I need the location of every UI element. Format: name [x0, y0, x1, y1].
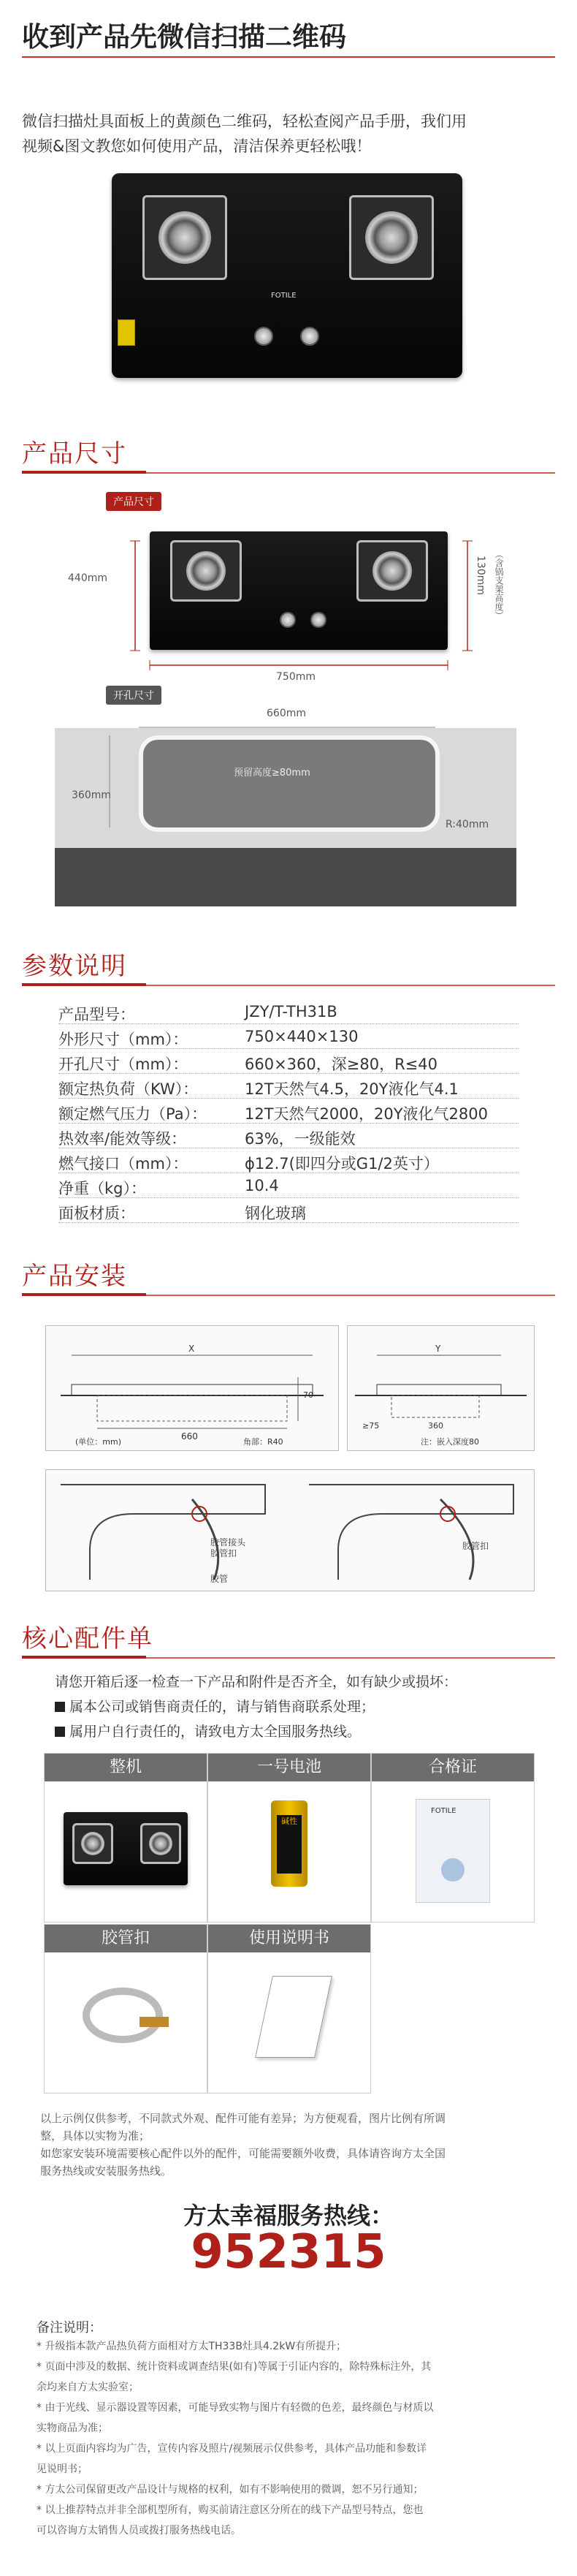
part-card-battery	[207, 1753, 371, 1922]
part-name: 合格证	[372, 1754, 534, 1781]
param-value: 钢化玻璃	[245, 1205, 306, 1222]
parts-section-title: 核心配件单	[22, 1624, 153, 1653]
d1-r-label: 角部：R40	[243, 1437, 283, 1447]
install-pipe-drawing	[46, 1470, 534, 1591]
install-diagram-front	[45, 1325, 339, 1451]
install-side-drawing	[348, 1326, 534, 1450]
remark-line: * 方太公司保留更改产品设计与规格的权利，如有不影响使用的微调，恕不另行通知；	[37, 2484, 424, 2496]
remark-line: 余均来自方太实验室；	[37, 2382, 139, 2393]
parts-intro: 请您开箱后逐一检查一下产品和附件是否齐全，如有缺少或损坏：	[55, 1674, 458, 1690]
p1-label3: 胶管	[210, 1574, 229, 1584]
remark-line: * 以上推荐特点并非全部机型所有，购买前请注意区分所在的线下产品型号特点，您也	[37, 2504, 424, 2516]
d1-x-label: X	[188, 1344, 195, 1354]
parts-bullet-1-text: 属本公司或销售商责任的，请与销售商联系处理；	[69, 1699, 375, 1715]
param-value: 660×360，深≥80，R≤40	[245, 1056, 437, 1073]
bullet-square-icon	[55, 1727, 65, 1737]
param-key: 额定热负荷（KW）：	[58, 1080, 199, 1098]
d1-70-label: 70	[303, 1390, 313, 1400]
part-name: 使用说明书	[208, 1925, 370, 1952]
part-card-cert	[371, 1753, 535, 1922]
d2-75-label: ≥75	[362, 1421, 380, 1431]
manual-image	[255, 1976, 332, 2058]
qr-code-sticker	[118, 319, 135, 346]
param-row	[58, 1101, 519, 1124]
params-section-line	[22, 985, 555, 986]
param-row	[58, 1001, 519, 1024]
left-knob	[254, 327, 273, 346]
params-section-title: 参数说明	[22, 952, 127, 981]
qr-title: 收到产品先微信扫描二维码	[22, 21, 346, 53]
cert-image	[416, 1799, 490, 1903]
remark-line: * 由于光线、显示器设置等因素，可能导致实物与图片有轻微的色差，最终颜色与材质以	[37, 2402, 434, 2414]
part-card-manual	[207, 1924, 371, 2094]
part-name: 一号电池	[208, 1754, 370, 1781]
left-burner	[142, 195, 227, 280]
parts-bullet-1	[55, 1696, 375, 1716]
depth-note: （含锅支架高度）	[494, 550, 504, 620]
qr-hob-image	[112, 173, 462, 378]
size-section-title: 产品尺寸	[22, 439, 127, 469]
cut-depth-note: 预留高度≥80mm	[234, 768, 310, 779]
right-burner	[349, 195, 434, 280]
clamp-image	[83, 1988, 163, 2043]
parts-note-3: 如您家安装环境需要核心配件以外的配件，可能需要额外收费，具体请咨询方太全国	[40, 2147, 446, 2160]
param-value: 12T天然气4.5，20Y液化气4.1	[245, 1080, 459, 1098]
param-value: 12T天然气2000，20Y液化气2800	[245, 1105, 488, 1123]
param-key: 面板材质：	[58, 1205, 135, 1222]
param-value: 63%，一级能效	[245, 1130, 356, 1148]
param-key: 净重（kg）：	[58, 1180, 146, 1197]
width-label: 750mm	[276, 671, 316, 683]
param-value: ϕ12.7(即四分或G1/2英寸）	[245, 1155, 439, 1173]
param-key: 产品型号：	[58, 1006, 135, 1023]
parts-note-2: 整，具体以实物为准；	[40, 2129, 150, 2143]
right-knob	[300, 327, 319, 346]
remarks-title: 备注说明：	[37, 2320, 102, 2336]
height-label: 440mm	[68, 572, 107, 584]
qr-desc-line1: 微信扫描灶具面板上的黄颜色二维码，轻松查阅产品手册，我们用	[22, 113, 467, 130]
param-key: 额定燃气压力（Pa）：	[58, 1105, 207, 1123]
d2-360-label: 360	[428, 1421, 443, 1431]
param-key: 外形尺寸（mm）：	[58, 1031, 188, 1048]
install-diagram-side	[347, 1325, 535, 1451]
param-key: 燃气接口（mm）：	[58, 1155, 188, 1173]
part-name: 胶管扣	[45, 1925, 207, 1952]
tag-product-size: 产品尺寸	[106, 492, 161, 511]
cert-brand: FOTILE	[431, 1807, 456, 1815]
parts-bullet-2-text: 属用户自行责任的，请致电方太全国服务热线。	[69, 1724, 362, 1740]
remark-line: * 以上页面内容均为广告，宣传内容及照片/视频展示仅供参考，具体产品功能和参数详	[37, 2443, 427, 2455]
hotline-label: 方太幸福服务热线：	[183, 2202, 394, 2230]
brand-logo: FOTILE	[271, 292, 297, 300]
param-row	[58, 1200, 519, 1223]
cut-width-label: 660mm	[267, 708, 306, 719]
battery-label	[277, 1815, 302, 1874]
param-key: 热效率/能效等级：	[58, 1130, 187, 1148]
battery-text: 碱性	[281, 1817, 297, 1826]
clamp-screw	[140, 2017, 169, 2027]
remark-line: 实物商品为准；	[37, 2422, 108, 2434]
install-section-title: 产品安装	[22, 1262, 127, 1291]
battery-image	[271, 1800, 307, 1887]
part-right-burner	[140, 1823, 181, 1864]
part-hob-image	[64, 1812, 188, 1885]
cert-seal	[441, 1858, 465, 1882]
remark-line: 可以咨询方太销售人员或拨打服务热线电话。	[37, 2525, 241, 2537]
parts-bullet-2	[55, 1721, 361, 1740]
size-dimension-lines	[0, 512, 577, 680]
part-card-clamp	[44, 1924, 207, 2094]
install-pipe-panel	[45, 1469, 535, 1591]
remark-line: * 页面中涉及的数据、统计资料或调查结果(如有)等属于引证内容的，除特殊标注外，其	[37, 2361, 432, 2373]
part-left-burner	[72, 1823, 113, 1864]
depth-label: 130mm	[475, 556, 486, 595]
param-row	[58, 1026, 519, 1049]
d1-660-label: 660	[181, 1431, 198, 1442]
param-value: JZY/T-TH31B	[245, 1003, 337, 1020]
d1-unit-label: (单位：mm)	[75, 1437, 122, 1447]
param-key: 开孔尺寸（mm）：	[58, 1056, 188, 1073]
param-row	[58, 1051, 519, 1074]
tag-hole-size: 开孔尺寸	[106, 686, 161, 705]
part-card-hob	[44, 1753, 207, 1922]
parts-section-line	[22, 1657, 555, 1659]
param-row	[58, 1151, 519, 1173]
d2-y-label: Y	[435, 1344, 441, 1354]
parts-note-1: 以上示例仅供参考，不同款式外观、配件可能有差异；为方便观看，图片比例有所调	[40, 2112, 446, 2125]
install-section-line	[22, 1295, 555, 1296]
size-section-line	[22, 472, 555, 474]
qr-title-underline	[22, 56, 555, 58]
param-row	[58, 1175, 519, 1198]
qr-desc-line2: 视频&图文教您如何使用产品，清洁保养更轻松哦！	[22, 137, 372, 155]
param-value: 750×440×130	[245, 1028, 359, 1045]
bullet-square-icon	[55, 1702, 65, 1712]
cut-height-label: 360mm	[72, 789, 111, 801]
param-row	[58, 1076, 519, 1099]
p1-label1: 胶管接头	[210, 1537, 246, 1548]
part-name: 整机	[45, 1754, 207, 1781]
d2-note-label: 注：嵌入深度80	[421, 1437, 479, 1447]
hotline-number: 952315	[191, 2225, 386, 2279]
cut-radius-label: R:40mm	[446, 819, 489, 830]
remark-line: * 升级指本款产品热负荷方面相对方太TH33B灶具4.2kW有所提升；	[37, 2341, 347, 2352]
remark-line: 见说明书；	[37, 2463, 88, 2475]
parts-note-4: 服务热线或安装服务热线。	[40, 2164, 172, 2178]
param-value: 10.4	[245, 1177, 279, 1194]
param-row	[58, 1126, 519, 1148]
p1-label2: 胶管扣	[210, 1548, 237, 1558]
p2-label1: 胶管扣	[462, 1541, 489, 1551]
